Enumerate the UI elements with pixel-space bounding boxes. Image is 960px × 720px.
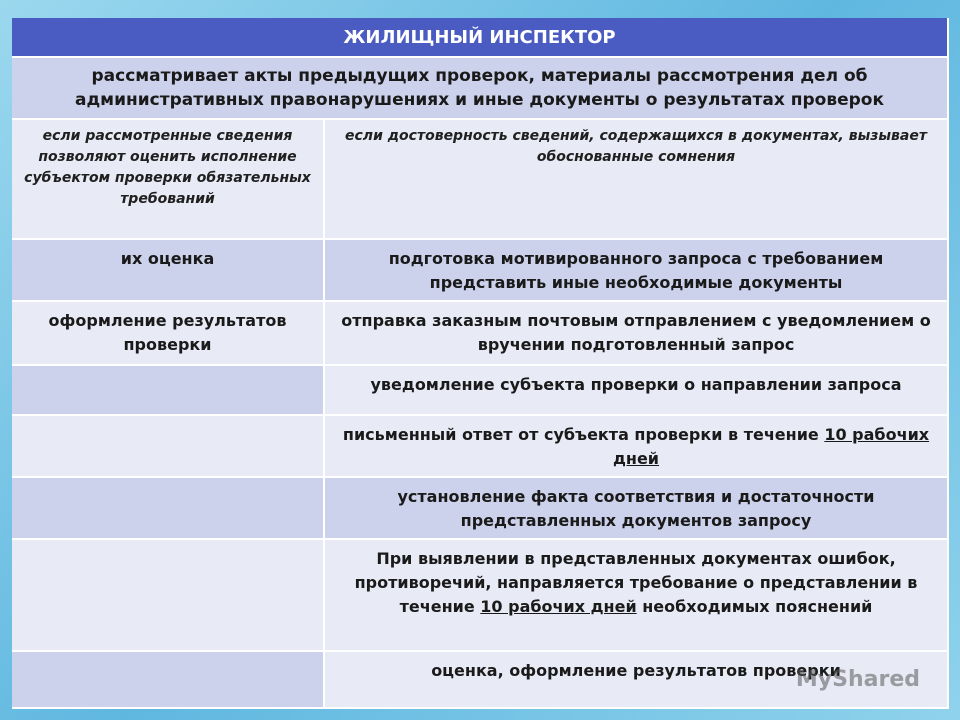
branch-left: если рассмотренные сведения позволяют оценить исполнение субъектом проверки обязательных требований (12, 120, 325, 240)
err-text-post: необходимых пояснений (636, 597, 873, 616)
notify-right: уведомление субъекта проверки о направлении запроса (325, 366, 949, 416)
err-text-pre: При выявлении в представленных документах ошибок, противоречий, направляется требование о представлении в течение (354, 549, 918, 616)
err-deadline: 10 рабочих дней (480, 597, 637, 616)
table-title: ЖИЛИЩНЫЙ ИНСПЕКТОР (12, 18, 949, 58)
result-right: отправка заказным почтовым отправлением с уведомлением о вручении подготовленный запрос (325, 302, 949, 366)
fact-right: установление факта соответствия и достаточности представленных документов запросу (325, 478, 949, 540)
answer-text: письменный ответ от субъекта проверки в течение (342, 425, 825, 444)
eval-right: подготовка мотивированного запроса с требованием представить иные необходимые документы (325, 240, 949, 302)
final-right: оценка, оформление результатов проверки (325, 652, 949, 709)
notify-left-empty (12, 366, 325, 416)
result-left: оформление результатов проверки (12, 302, 325, 366)
answer-deadline: 10 рабочих дней (612, 425, 930, 468)
eval-left: их оценка (12, 240, 325, 302)
inspector-table (12, 18, 949, 709)
intro-row: рассматривает акты предыдущих проверок, материалы рассмотрения дел об административных правонарушениях и иные документы о результатах проверок (12, 58, 949, 120)
answer-right (325, 416, 949, 478)
answer-left-empty (12, 416, 325, 478)
fact-left-empty (12, 478, 325, 540)
branch-right: если достоверность сведений, содержащихся в документах, вызывает обоснованные сомнения (325, 120, 949, 240)
err-right (325, 540, 949, 652)
watermark: MyShared (795, 667, 920, 692)
final-left-empty (12, 652, 325, 709)
err-left-empty (12, 540, 325, 652)
